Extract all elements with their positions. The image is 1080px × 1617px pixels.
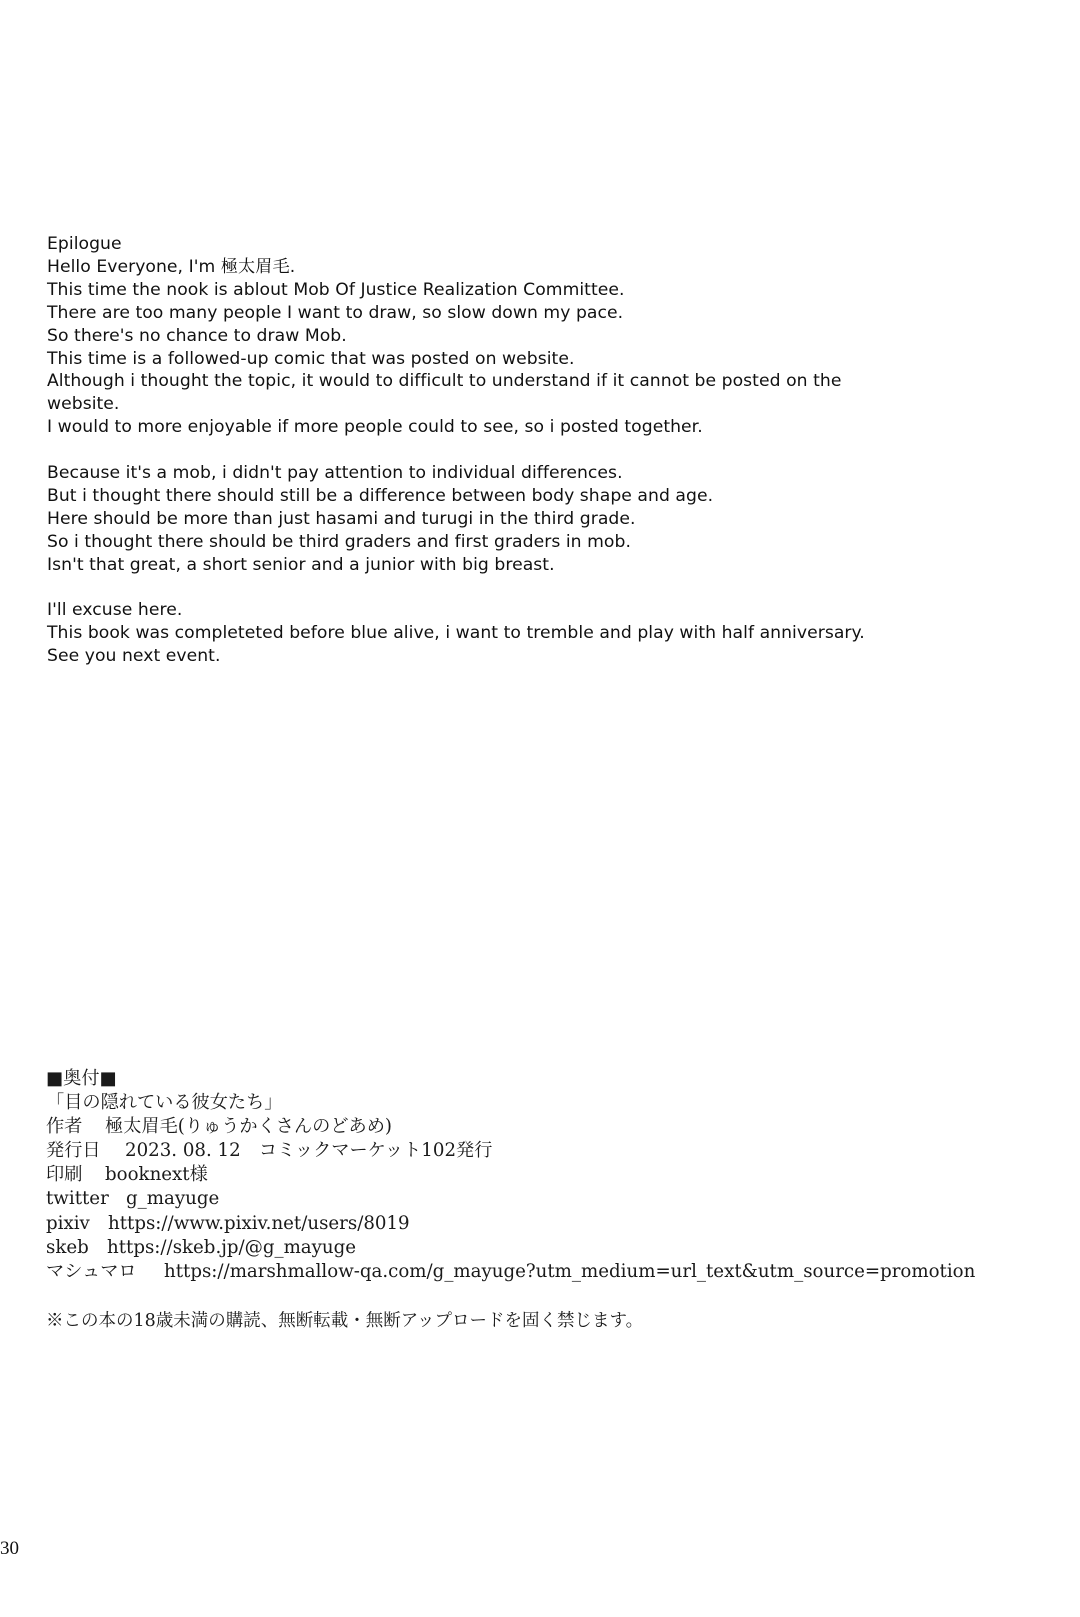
epilogue-line: Isn't that great, a short senior and a junior with big breast. — [47, 554, 555, 575]
skeb-url: https://skeb.jp/@g_mayuge — [107, 1236, 357, 1258]
book-title: 「目の隠れている彼女たち」 — [46, 1092, 283, 1114]
paragraph-gap — [47, 439, 947, 462]
epilogue-line: See you next event. — [47, 646, 221, 667]
epilogue-line: This book was completeted before blue alive, i want to tremble and play with half anniversary. — [47, 623, 865, 644]
marshmallow-label: マシュマロ — [46, 1260, 137, 1282]
epilogue-line: So i thought there should be third graders and first graders in mob. — [47, 531, 631, 552]
epilogue-text — [47, 233, 947, 668]
epilogue-line: There are too many people I want to draw, so slow down my pace. — [47, 302, 624, 323]
epilogue-line: Although i thought the topic, it would to difficult to understand if it cannot be posted on the — [47, 371, 842, 392]
epilogue-line: Because it's a mob, i didn't pay attention to individual differences. — [47, 463, 623, 484]
epilogue-line: I'll excuse here. — [47, 600, 183, 621]
copyright-notice: ※この本の18歳未満の購読、無断転載・無断アップロードを固く禁じます。 — [46, 1311, 644, 1331]
twitter-handle: g_mayuge — [126, 1188, 220, 1210]
print-value: booknext様 — [105, 1164, 208, 1186]
pixiv-url: https://www.pixiv.net/users/8019 — [108, 1212, 410, 1234]
date-label: 発行日 — [46, 1140, 101, 1162]
colophon — [46, 1067, 1046, 1284]
marshmallow-row — [46, 1260, 1046, 1284]
epilogue-line: But i thought there should still be a difference between body shape and age. — [47, 485, 714, 506]
colophon-heading: ■奥付■ — [46, 1068, 117, 1089]
epilogue-line: This time the nook is ablout Mob Of Justice Realization Committee. — [47, 279, 625, 300]
author-value: 極太眉毛(りゅうかくさんのどあめ) — [105, 1116, 393, 1138]
pixiv-row — [46, 1212, 1046, 1236]
epilogue-line: I would to more enjoyable if more people could to see, so i posted together. — [47, 417, 703, 438]
epilogue-line: Hello Everyone, I'm 極太眉毛. — [47, 256, 296, 277]
epilogue-line: Epilogue — [47, 234, 122, 254]
author-row — [46, 1115, 1046, 1139]
epilogue-line: So there's no chance to draw Mob. — [47, 325, 347, 346]
epilogue-line: This time is a followed-up comic that was posted on website. — [47, 348, 575, 369]
date-row — [46, 1139, 1046, 1163]
marshmallow-url: https://marshmallow-qa.com/g_mayuge?utm_medium=url_text&utm_source=promotion — [164, 1260, 976, 1282]
page-number: 30 — [0, 1538, 19, 1559]
epilogue-line: Here should be more than just hasami and turugi in the third grade. — [47, 508, 636, 529]
twitter-row — [46, 1187, 1046, 1211]
pixiv-label: pixiv — [46, 1212, 90, 1234]
twitter-label: twitter — [46, 1188, 109, 1210]
epilogue-line: website. — [47, 394, 120, 415]
skeb-row — [46, 1236, 1046, 1260]
date-value: 2023. 08. 12 コミックマーケット102発行 — [125, 1140, 493, 1162]
print-row — [46, 1163, 1046, 1187]
author-label: 作者 — [46, 1116, 83, 1138]
print-label: 印刷 — [46, 1164, 83, 1186]
skeb-label: skeb — [46, 1236, 89, 1258]
paragraph-gap — [47, 577, 947, 600]
